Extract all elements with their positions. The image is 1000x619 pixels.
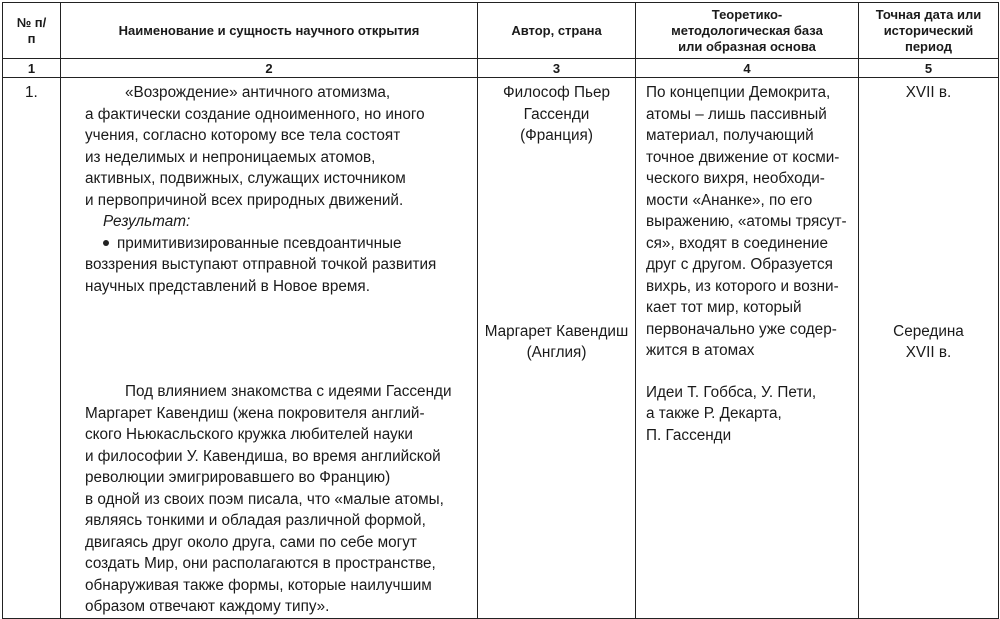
author-line: Философ Пьер (503, 84, 610, 101)
author-cell (478, 78, 636, 619)
basis-line: друг с другом. Образуется (646, 256, 833, 273)
text-line: революции эмигрировавшего во Францию) (85, 469, 391, 486)
basis-line: вихрь, из которого и возни- (646, 277, 839, 295)
column-number-row (3, 59, 999, 78)
column-number: 1 (3, 59, 61, 78)
column-number: 5 (859, 59, 999, 78)
header-author: Автор, страна (478, 3, 636, 59)
text-line: являясь тонкими и обладая различной формой, (85, 512, 426, 529)
result-label: Результат: (103, 213, 191, 230)
text-line: активных, подвижных, служащих источником (85, 170, 406, 187)
text-line: двигаясь друг около друга, сами по себе могут (85, 533, 417, 551)
date-line: Середина (893, 322, 964, 340)
author-line: Маргарет Кавендиш (484, 322, 629, 340)
column-number: 2 (61, 59, 478, 78)
text-line: а фактически создание одноименного, но иного (85, 105, 425, 123)
bullet-icon (103, 240, 109, 246)
basis-line: точное движение от косми- (646, 148, 840, 166)
header-row (3, 3, 999, 59)
basis-line: По концепции Демокрита, (646, 84, 831, 101)
basis-line: жится в атомах (646, 342, 755, 359)
text-line: образом отвечают каждому типу». (85, 598, 330, 615)
text-line: «Возрождение» античного атомизма, (125, 84, 391, 101)
date-line: XVII в. (905, 84, 952, 101)
basis-line: материал, получающий (646, 127, 814, 144)
text-line: из неделимых и непроницаемых атомов, (85, 148, 376, 166)
text-line: и первопричиной всех природных движений. (85, 191, 404, 209)
column-number: 4 (636, 59, 859, 78)
discovery-description (61, 78, 478, 619)
text-line: Под влиянием знакомства с идеями Гассенди (125, 383, 452, 400)
header-date: Точная дата или исторический период (859, 3, 999, 59)
basis-line: П. Гассенди (646, 426, 732, 444)
header-name: Наименование и сущность научного открытия (61, 3, 478, 59)
text-line: учения, согласно которому все тела состоят (85, 127, 401, 144)
text-line: обнаруживая также формы, которые наилучшим (85, 576, 432, 594)
basis-line: а также Р. Декарта, (646, 405, 782, 422)
author-line: Гассенди (523, 105, 590, 123)
basis-line: кает тот мир, который (646, 299, 802, 316)
text-line: и философии У. Кавендиша, во время английской (85, 447, 441, 465)
text-line: ского Ньюкасльского кружка любителей науки (85, 426, 413, 443)
date-line: XVII в. (905, 344, 952, 361)
author-line: (Англия) (526, 344, 587, 361)
text-line: воззрения выступают отправной точкой развития (85, 256, 437, 273)
header-basis: Теоретико-методологическая база или образная основа (636, 3, 859, 59)
table-row (3, 78, 999, 619)
date-cell (859, 78, 999, 619)
column-number: 3 (478, 59, 636, 78)
basis-cell (636, 78, 859, 619)
text-line: в одной из своих поэм писала, что «малые атомы, (85, 490, 444, 508)
basis-line: выражению, «атомы трясут- (646, 213, 847, 230)
basis-line: атомы – лишь пассивный (646, 105, 827, 123)
row-number: 1. (3, 78, 61, 619)
basis-line: мости «Ананке», по его (646, 191, 813, 209)
basis-line: Идеи Т. Гоббса, У. Пети, (646, 383, 817, 401)
basis-line: ческого вихря, необходи- (646, 170, 825, 187)
basis-line: первоначально уже содер- (646, 320, 837, 338)
basis-line: ся», входят в соединение (646, 234, 828, 252)
discoveries-table (2, 2, 999, 619)
author-line: (Франция) (520, 127, 593, 144)
header-num: № п/п (3, 3, 61, 59)
text-line: создать Мир, они располагаются в пространстве, (85, 555, 436, 572)
text-line: Маргарет Кавендиш (жена покровителя англий- (85, 404, 425, 422)
text-line: научных представлений в Новое время. (85, 277, 370, 295)
bullet-line: примитивизированные псевдоантичные (85, 233, 473, 255)
